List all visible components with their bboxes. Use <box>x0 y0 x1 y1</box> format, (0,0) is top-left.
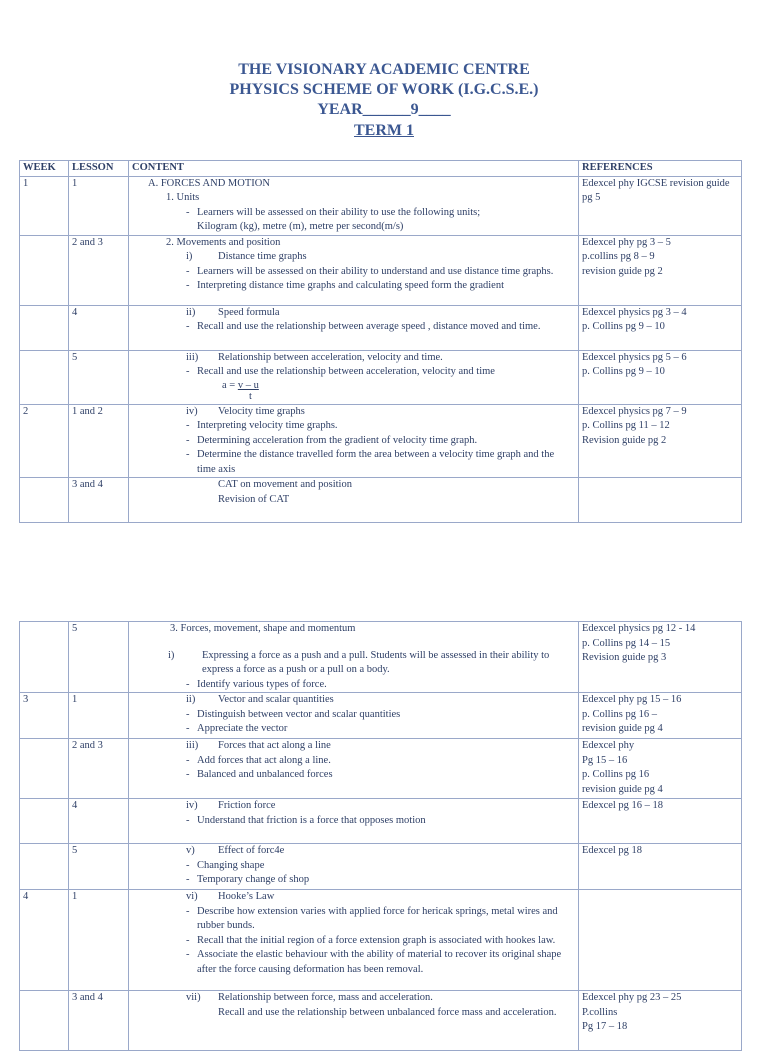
table-row <box>20 991 742 1051</box>
table-row <box>20 622 742 693</box>
content-cell <box>129 991 579 1051</box>
week-cell: 3 <box>20 693 69 739</box>
table-header-row <box>20 161 742 177</box>
reference-line: Edexcel phy <box>582 740 635 751</box>
reference-line: revision guide pg 4 <box>582 783 663 795</box>
col-week: WEEK <box>20 161 69 177</box>
bullet-item: - Learners will be assessed on their ability to use the following units; Kilogram (kg), metre (m), metre per second(m/s) <box>186 206 575 235</box>
lesson-cell: 1 <box>69 693 129 739</box>
activity-line: Revision of CAT <box>218 493 290 505</box>
year-label: YEAR______9____ <box>317 101 451 118</box>
reference-line: Edexcel pg 16 – 18 <box>582 800 664 811</box>
references-cell <box>579 991 742 1051</box>
lesson-cell: 3 and 4 <box>69 478 129 523</box>
table-row <box>20 350 742 404</box>
week-cell <box>20 235 69 305</box>
formula-denominator: t <box>249 390 252 402</box>
bullet-item: - Determine the distance travelled form the area between a velocity time graph and the time axis <box>186 448 575 477</box>
lesson-cell: 1 <box>69 890 129 991</box>
references-cell <box>579 350 742 404</box>
references-cell <box>579 739 742 799</box>
content-cell <box>129 890 579 991</box>
reference-line: Revision guide pg 2 <box>582 434 667 446</box>
term-label: TERM 1 <box>354 122 414 139</box>
subtopic: v) Effect of forc4e <box>186 845 285 856</box>
col-content: CONTENT <box>129 161 579 177</box>
subtopic: iii) Forces that act along a line <box>186 740 331 751</box>
content-cell <box>129 799 579 844</box>
subtopic: iv) Velocity time graphs <box>186 405 305 417</box>
references-cell <box>579 693 742 739</box>
content-cell <box>129 404 579 478</box>
bullet-item: - Distinguish between vector and scalar quantities <box>186 708 575 723</box>
lesson-cell: 2 and 3 <box>69 235 129 305</box>
reference-line: P.collins <box>582 1006 618 1018</box>
table-row <box>20 176 742 235</box>
lesson-cell: 2 and 3 <box>69 739 129 799</box>
content-cell <box>129 844 579 890</box>
reference-line: Edexcel phy pg 15 – 16 <box>582 694 682 705</box>
bullet-item: - Balanced and unbalanced forces <box>186 768 575 783</box>
table-row <box>20 844 742 890</box>
subtopic: ii) Speed formula <box>186 306 280 318</box>
scheme-table-2 <box>19 621 742 1051</box>
references-cell <box>579 799 742 844</box>
reference-line: Edexcel physics pg 7 – 9 <box>582 405 687 417</box>
lesson-cell: 1 and 2 <box>69 404 129 478</box>
bullet-item: - Identify various types of force. <box>186 678 575 693</box>
reference-line: p. Collins pg 16 <box>582 769 650 780</box>
reference-line: p. Collins pg 11 – 12 <box>582 420 670 431</box>
activity-line: CAT on movement and position <box>218 479 352 490</box>
content-cell <box>129 693 579 739</box>
week-cell: 1 <box>20 176 69 235</box>
reference-line: Edexcel phy pg 23 – 25 <box>582 992 682 1003</box>
bullet-item: - Recall and use the relationship between acceleration, velocity and time <box>186 365 575 380</box>
lesson-cell: 5 <box>69 844 129 890</box>
table-row <box>20 799 742 844</box>
topic-heading: 3. Forces, movement, shape and momentum <box>170 623 356 634</box>
references-cell <box>579 235 742 305</box>
document-title: PHYSICS SCHEME OF WORK (I.G.C.S.E.) <box>229 81 539 98</box>
week-cell <box>20 478 69 523</box>
reference-line: revision guide pg 2 <box>582 265 663 277</box>
subtopic: i) Distance time graphs <box>186 251 307 262</box>
bullet-item: - Learners will be assessed on their ability to understand and use distance time graphs. <box>186 265 575 280</box>
description-line: Recall and use the relationship between unbalanced force mass and acceleration. <box>218 1006 557 1018</box>
lesson-cell: 5 <box>69 622 129 693</box>
week-cell: 2 <box>20 404 69 478</box>
reference-line: p. Collins pg 14 – 15 <box>582 637 671 649</box>
reference-line: Edexcel phy IGCSE revision guide pg 5 <box>582 177 730 203</box>
lesson-cell: 3 and 4 <box>69 991 129 1051</box>
references-cell <box>579 404 742 478</box>
week-cell <box>20 350 69 404</box>
content-cell <box>129 622 579 693</box>
content-cell <box>129 305 579 350</box>
bullet-item: - Understand that friction is a force that opposes motion <box>186 814 575 829</box>
reference-line: Edexcel physics pg 3 – 4 <box>582 306 687 318</box>
table-row <box>20 890 742 991</box>
reference-line: Edexcel physics pg 12 - 14 <box>582 623 696 634</box>
references-cell <box>579 622 742 693</box>
bullet-item: - Interpreting velocity time graphs. <box>186 419 575 434</box>
subtopic: vii) Relationship between force, mass and acceleration. <box>186 992 433 1003</box>
subtopic: ii) Vector and scalar quantities <box>186 694 334 705</box>
formula: a = v – u <box>222 379 259 391</box>
content-cell <box>129 235 579 305</box>
table-row <box>20 739 742 799</box>
reference-line: Edexcel physics pg 5 – 6 <box>582 351 687 363</box>
week-cell <box>20 799 69 844</box>
bullet-item: - Appreciate the vector <box>186 722 575 737</box>
content-cell <box>129 350 579 404</box>
subtopic: iv) Friction force <box>186 800 276 811</box>
content-cell <box>129 739 579 799</box>
section-heading: A. FORCES AND MOTION <box>148 177 270 189</box>
table-row <box>20 478 742 523</box>
content-cell <box>129 176 579 235</box>
week-cell <box>20 305 69 350</box>
bullet-item: - Temporary change of shop <box>186 873 575 888</box>
table-row <box>20 235 742 305</box>
bullet-item: - Recall that the initial region of a force extension graph is associated with hookes law. <box>186 934 575 949</box>
references-cell <box>579 890 742 991</box>
bullet-item: - Changing shape <box>186 859 575 874</box>
bullet-item: - Recall and use the relationship between average speed , distance moved and time. <box>186 320 575 335</box>
references-cell <box>579 844 742 890</box>
bullet-item: - Associate the elastic behaviour with the ability of material to recover its original shape after the force causing deformation has been removal. <box>186 948 575 977</box>
reference-line: p.collins pg 8 – 9 <box>582 251 655 262</box>
subtopic: i) Expressing a force as a push and a pull. Students will be assessed in their ability to express a force as a push or a pull on a body. <box>168 649 550 675</box>
week-cell <box>20 991 69 1051</box>
table-row <box>20 693 742 739</box>
reference-line: revision guide pg 4 <box>582 723 663 734</box>
week-cell <box>20 844 69 890</box>
week-cell: 4 <box>20 890 69 991</box>
references-cell <box>579 305 742 350</box>
topic-heading: 2. Movements and position <box>166 236 281 248</box>
subtopic: vi) Hooke’s Law <box>186 891 275 902</box>
topic-heading: 1. Units <box>166 192 200 203</box>
lesson-cell: 5 <box>69 350 129 404</box>
reference-line: p. Collins pg 16 – <box>582 708 657 720</box>
scheme-table-1 <box>19 160 742 523</box>
reference-line: Revision guide pg 3 <box>582 652 667 663</box>
lesson-cell: 1 <box>69 176 129 235</box>
references-cell <box>579 176 742 235</box>
lesson-cell: 4 <box>69 305 129 350</box>
bullet-item: - Describe how extension varies with applied force for hericak springs, metal wires and rubber bunds. <box>186 905 575 934</box>
subtopic: iii) Relationship between acceleration, velocity and time. <box>186 351 443 363</box>
bullet-item: - Add forces that act along a line. <box>186 754 575 769</box>
content-cell <box>129 478 579 523</box>
table-row <box>20 404 742 478</box>
reference-line: Edexcel phy pg 3 – 5 <box>582 236 671 248</box>
reference-line: p. Collins pg 9 – 10 <box>582 321 665 332</box>
reference-line: Edexcel pg 18 <box>582 845 643 856</box>
bullet-item: - Determining acceleration from the gradient of velocity time graph. <box>186 434 575 449</box>
lesson-cell: 4 <box>69 799 129 844</box>
table-row <box>20 305 742 350</box>
references-cell <box>579 478 742 523</box>
week-cell <box>20 622 69 693</box>
week-cell <box>20 739 69 799</box>
school-name: THE VISIONARY ACADEMIC CENTRE <box>238 61 530 78</box>
reference-line: Pg 17 – 18 <box>582 1021 628 1032</box>
col-references: REFERENCES <box>579 161 742 177</box>
bullet-item: - Interpreting distance time graphs and calculating speed form the gradient <box>186 279 575 294</box>
col-lesson: LESSON <box>69 161 129 177</box>
reference-line: p. Collins pg 9 – 10 <box>582 366 665 377</box>
reference-line: Pg 15 – 16 <box>582 754 628 766</box>
